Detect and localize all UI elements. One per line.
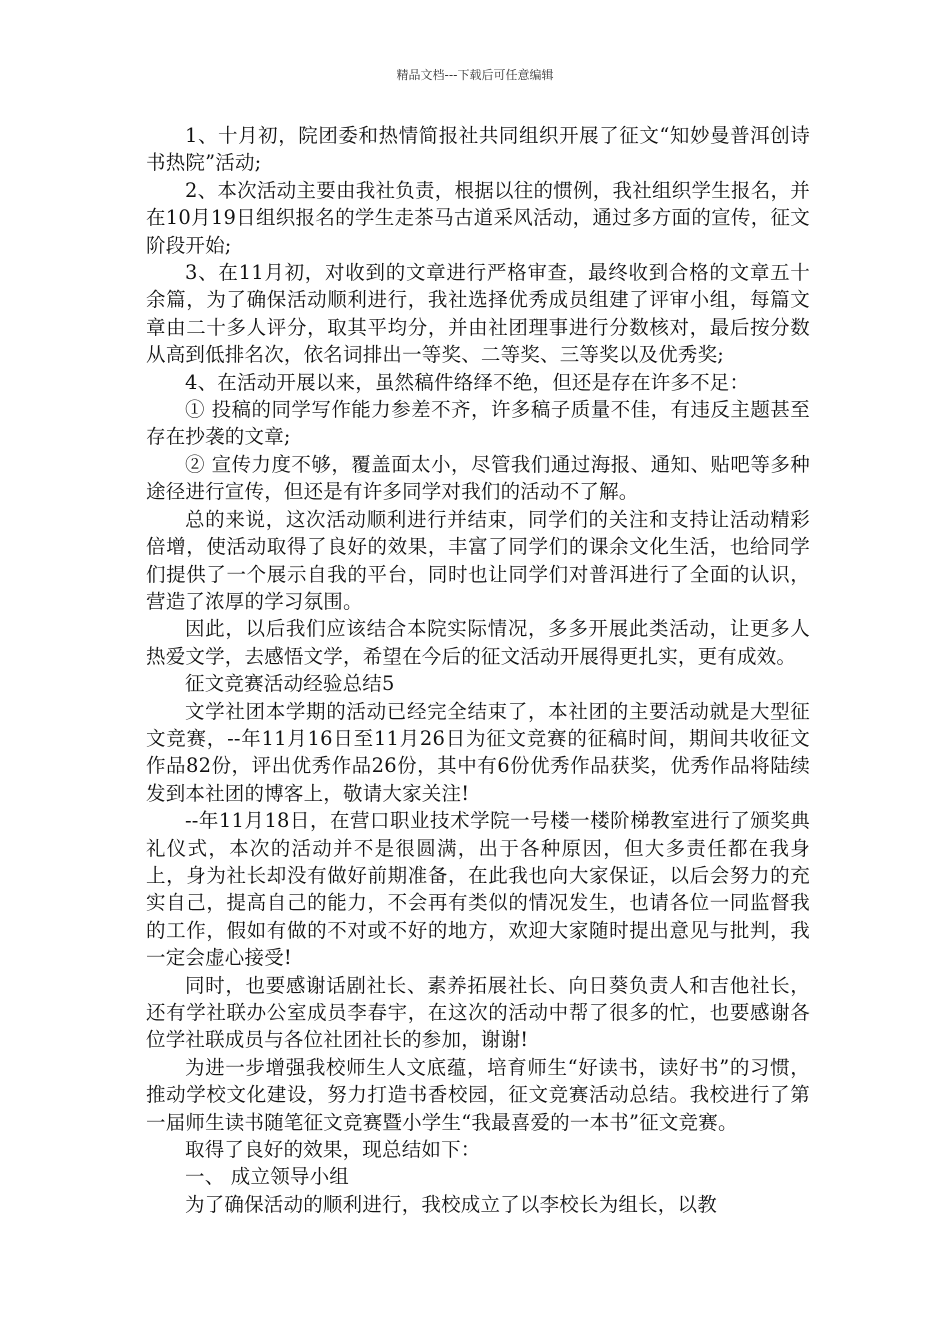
paragraph: 总的来说，这次活动顺利进行并结束，同学们的关注和支持让活动精彩倍增，使活动取得了良好的效果，丰富了同学们的课余文化生活，也给同学们提供了一个展示自我的平台，同时也让同学们对普洱进行了全面的认识，营造了浓厚的学习氛围。 (146, 507, 810, 613)
paragraph: ① 投稿的同学写作能力参差不齐，许多稿子质量不佳，有违反主题甚至存在抄袭的文章; (146, 398, 810, 449)
paragraph: 3、在11月初，对收到的文章进行严格审查，最终收到合格的文章五十余篇，为了确保活动顺利进行，我社选择优秀成员组建了评审小组，每篇文章由二十多人评分，取其平均分，并由社团理事进行分数核对，最后按分数从高到低排名次，依名词排出一等奖、二等奖、三等奖以及优秀奖; (146, 261, 810, 367)
paragraph: 2、本次活动主要由我社负责，根据以往的惯例，我社组织学生报名，并在10月19日组织报名的学生走茶马古道采风活动，通过多方面的宣传，征文阶段开始; (146, 178, 810, 257)
paragraph: 为进一步增强我校师生人文底蕴，培育师生“好读书，读好书”的习惯，推动学校文化建设，努力打造书香校园，征文竞赛活动总结。我校进行了第一届师生读书随笔征文竞赛暨小学生“我最喜爱的一本书”征文竞赛。 (146, 1055, 810, 1134)
paragraph: 4、在活动开展以来，虽然稿件络绎不绝，但还是存在许多不足： (185, 370, 750, 394)
paragraph: 取得了良好的效果，现总结如下： (185, 1138, 481, 1162)
section-heading: 一、 成立领导小组 (185, 1165, 349, 1189)
section-heading: 征文竞赛活动经验总结5 (185, 672, 395, 696)
paragraph: 为了确保活动的顺利进行，我校成立了以李校长为组长，以教 (185, 1192, 717, 1216)
paragraph: 同时，也要感谢话剧社长、素养拓展社长、向日葵负责人和吉他社长，还有学社联办公室成员李春宇，在这次的活动中帮了很多的忙，也要感谢各位学社联成员与各位社团社长的参加，谢谢! (146, 973, 810, 1052)
page-header: 精品文档---下载后可任意编辑 (396, 68, 554, 82)
paragraph: --年11月18日，在营口职业技术学院一号楼一楼阶梯教室进行了颁奖典礼仪式，本次的活动并不是很圆满，出于各种原因，但大多责任都在我身上，身为社长却没有做好前期准备，在此我也向大家保证，以后会努力的充实自己，提高自己的能力，不会再有类似的情况发生，也请各位一同监督我的工作，假如有做的不对或不好的地方，欢迎大家随时提出意见与批判，我一定会虚心接受! (146, 809, 810, 970)
paragraph: ② 宣传力度不够，覆盖面太小，尽管我们通过海报、通知、贴吧等多种途径进行宣传，但还是有许多同学对我们的活动不了解。 (146, 452, 810, 504)
paragraph: 因此，以后我们应该结合本院实际情况，多多开展此类活动，让更多人热爱文学，去感悟文学，希望在今后的征文活动开展得更扎实，更有成效。 (146, 617, 810, 668)
paragraph: 1、十月初，院团委和热情简报社共同组织开展了征文“知妙曼普洱创诗书热院”活动; (146, 124, 810, 175)
document-body (146, 122, 810, 1218)
paragraph: 文学社团本学期的活动已经完全结束了，本社团的主要活动就是大型征文竞赛，--年11月16日至11月26日为征文竞赛的征稿时间，期间共收征文作品82份，评出优秀作品26份，其中有6份优秀作品获奖，优秀作品将陆续发到本社团的博客上，敬请大家关注! (146, 699, 810, 805)
